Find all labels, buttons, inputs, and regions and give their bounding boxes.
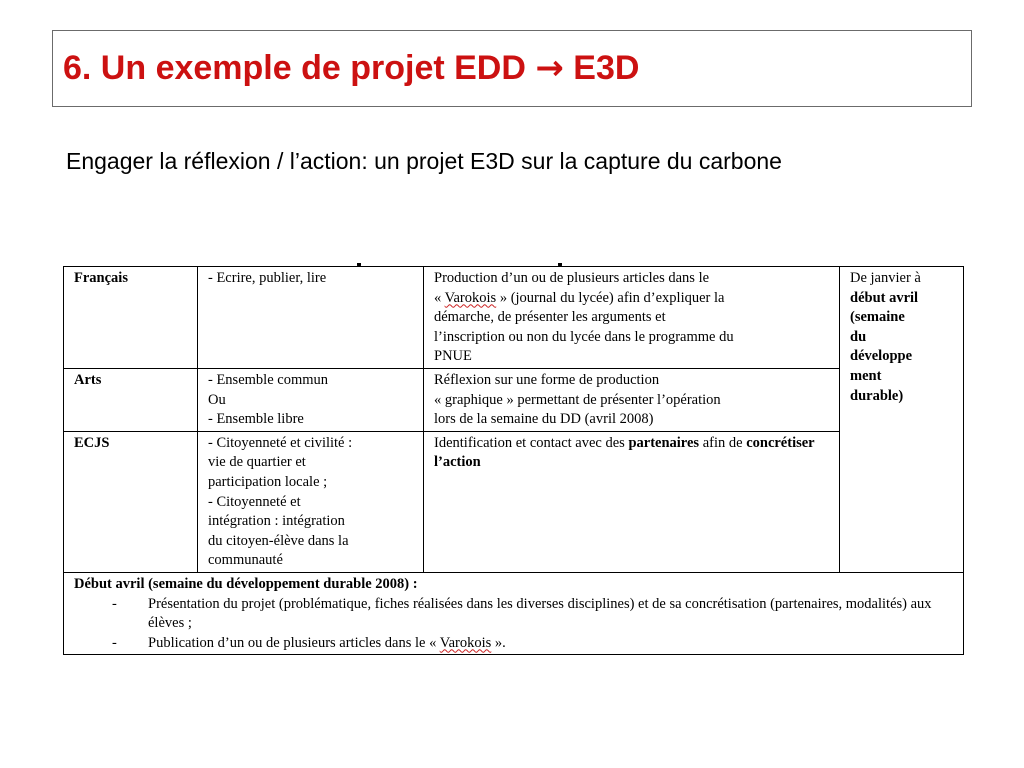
activity-line: Ou [208,391,226,408]
varokois-word: Varokois [439,634,492,651]
activity-line: communauté [208,552,283,569]
activities-cell [198,267,424,369]
slide-subtitle: Engager la réflexion / l’action: un projet E3D sur la capture du carbone [66,148,782,174]
description-cell [424,368,840,431]
period-line: (semaine [850,309,905,326]
description-line: PNUE [434,348,472,365]
activity-line: intégration : intégration [208,513,345,530]
description-line: Production d’un ou de plusieurs articles dans le [434,270,710,286]
activity-line: - Citoyenneté et civilité : [208,434,353,451]
description-line: « graphique » permettant de présenter l’opération [434,391,721,408]
period-line: début avril [850,289,919,306]
list-item [74,595,957,634]
list-text: Publication d’un ou de plusieurs articles dans le « Varokois ». [148,634,506,651]
activity-line: participation locale ; [208,473,328,490]
varokois-prefix: « [434,289,445,306]
project-table-image [63,263,963,651]
description-cell [424,267,840,369]
description-line [434,289,833,309]
description-line: Réflexion sur une forme de production [434,371,660,388]
activity-line: vie de quartier et [208,454,306,471]
description-text: Identification et contact avec des [434,434,629,451]
list-item [74,634,957,654]
varokois-rest: » (journal du lycée) afin d’expliquer la [496,289,725,306]
description-cell [424,431,840,572]
table-row [64,267,964,369]
title-box [52,30,972,107]
activity-line: - Ensemble commun [208,371,329,388]
activity-line: - Ecrire, publier, lire [208,270,327,286]
period-line: durable) [850,387,904,404]
footer-heading: Début avril (semaine du développement durable 2008) : [74,575,418,592]
table-row [64,368,964,431]
partners-bold: partenaires [628,434,700,451]
slide-title [63,48,639,88]
concretise-bold: concrétiser l’action [434,434,815,471]
subject-cell: Arts [64,368,198,431]
title-suffix: E3D [563,49,640,87]
footer-cell [64,572,964,654]
list-dash: - [112,634,117,651]
activities-cell [198,368,424,431]
period-line: développe [850,348,913,365]
period-line: ment [850,367,882,384]
table-row [64,572,964,654]
list-text: Présentation du projet (problématique, fiches réalisées dans les diverses disciplines) et de sa concrétisation (partenaires, modalités) aux élèves ; [148,595,932,632]
varokois-word: Varokois [444,289,497,306]
description-line: l’inscription ou non du lycée dans le programme du [434,328,734,345]
description-line: lors de la semaine du DD (avril 2008) [434,411,654,428]
description-line: démarche, de présenter les arguments et [434,309,666,326]
activities-cell [198,431,424,572]
period-line: du [850,328,867,345]
activity-line: du citoyen-élève dans la [208,532,349,549]
subject-cell: ECJS [64,431,198,572]
right-arrow-icon: → [535,48,564,88]
title-prefix: 6. Un exemple de projet EDD [63,49,536,87]
activity-line: - Ensemble libre [208,411,304,428]
period-cell [840,267,964,573]
activity-line: - Citoyenneté et [208,493,301,510]
subject-cell: Français [64,267,198,369]
period-line: De janvier à [850,270,921,286]
description-text: afin de [699,434,747,451]
table-row [64,431,964,572]
project-table [63,266,964,655]
list-dash: - [112,595,117,612]
